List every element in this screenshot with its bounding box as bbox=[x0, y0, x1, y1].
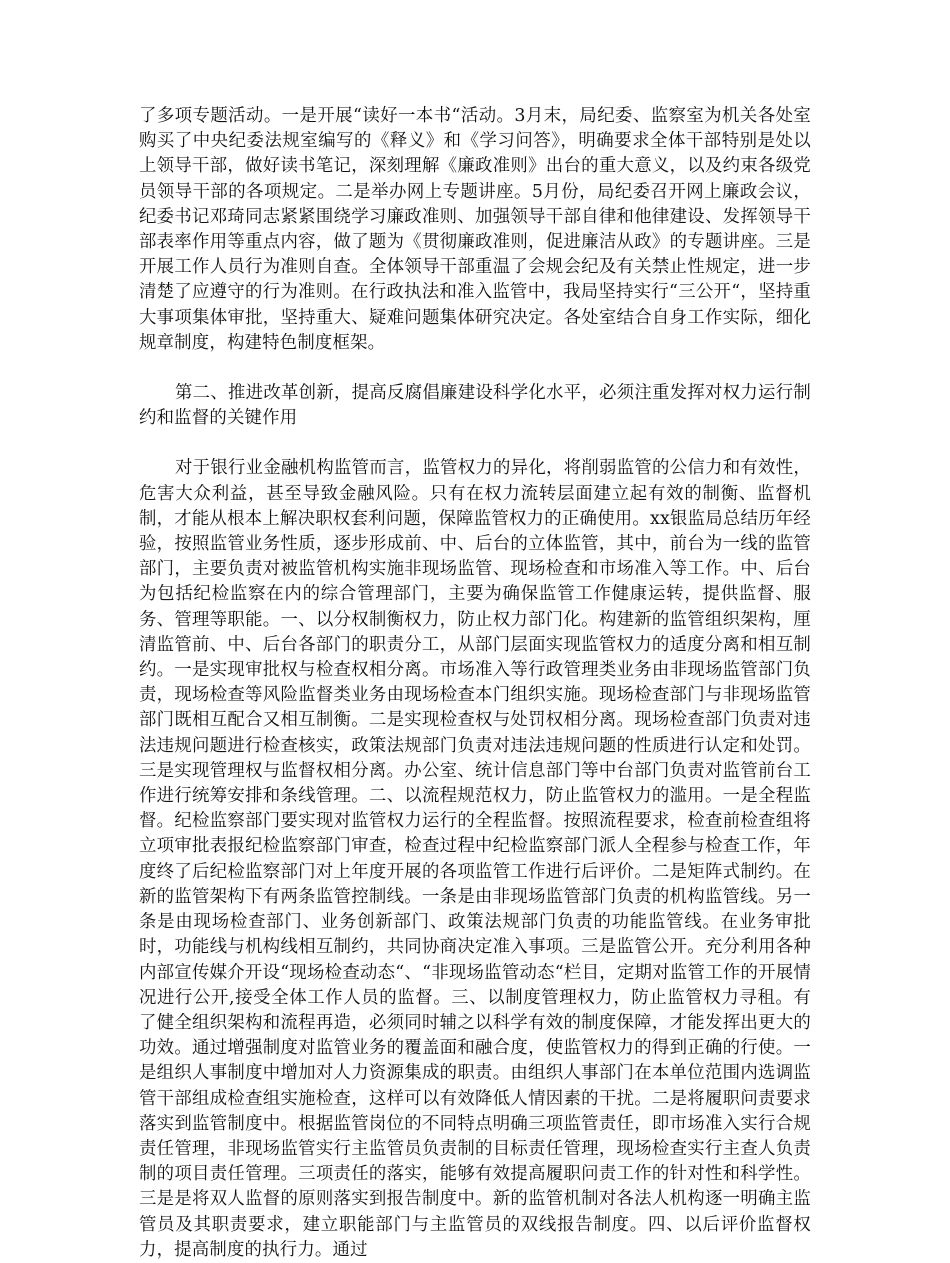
paragraph-1: 了多项专题活动。一是开展“读好一本书“活动。3月末，局纪委、监察室为机关各处室购买了中央纪委法规室编写的《释义》和《学习问答》，明确要求全体干部特别是处以上领导干部，做好读书笔记，深刻理解《廉政准则》出台的重大意义，以及约束各级党员领导干部的各项规定。二是举办网上专题讲座。5月份，局纪委召开网上廉政会议，纪委书记邓琦同志紧紧围绕学习廉政准则、加强领导干部自律和他律建设、发挥领导干部表率作用等重点内容，做了题为《贯彻廉政准则，促进廉洁从政》的专题讲座。三是开展工作人员行为准则自查。全体领导干部重温了会规会纪及有关禁止性规定，进一步清楚了应遵守的行为准则。在行政执法和准入监管中，我局坚持实行“三公开“，坚持重大事项集体审批，坚持重大、疑难问题集体研究决定。各处室结合自身工作实际，细化规章制度，构建特色制度框架。 bbox=[139, 106, 811, 353]
paragraph-gap bbox=[139, 431, 811, 456]
section-heading: 第二、推进改革创新，提高反腐倡廉建设科学化水平，必须注重发挥对权力运行制约和监督的关键作用 bbox=[139, 383, 811, 429]
paragraph-3: 对于银行业金融机构监管而言，监管权力的异化，将削弱监管的公信力和有效性，危害大众利益，甚至导致金融风险。只有在权力流转层面建立起有效的制衡、监督机制，才能从根本上解决职权套利问题，保障监管权力的正确使用。xx银监局总结历年经验，按照监管业务性质，逐步形成前、中、后台的立体监管，其中，前台为一线的监管部门，主要负责对被监管机构实施非现场监管、现场检查和市场准入等工作。中、后台为包括纪检监察在内的综合管理部门，主要为确保监管工作健康运转，提供监督、服务、管理等职能。一、以分权制衡权力，防止权力部门化。构建新的监管组织架构，厘清监管前、中、后台各部门的职责分工，从部门层面实现监管权力的适度分离和相互制约。一是实现审批权与检查权相分离。市场准入等行政管理类业务由非现场监管部门负责，现场检查等风险监督类业务由现场检查本门组织实施。现场检查部门与非现场监管部门既相互配合又相互制衡。二是实现检查权与处罚权相分离。现场检查部门负责对违法违规问题进行检查核实，政策法规部门负责对违法违规问题的性质进行认定和处罚。三是实现管理权与监督权相分离。办公室、统计信息部门等中台部门负责对监管前台工作进行统筹安排和条线管理。二、以流程规范权力，防止监管权力的滥用。一是全程监督。纪检监察部门要实现对监管权力运行的全程监督。按照流程要求，检查前检查组将立项审批表报纪检监察部门审查，检查过程中纪检监察部门派人全程参与检查工作，年度终了后纪检监察部门对上年度开展的各项监管工作进行后评价。二是矩阵式制约。在新的监管架构下有两条监管控制线。一条是由非现场监管部门负责的机构监管线。另一条是由现场检查部门、业务创新部门、政策法规部门负责的功能监管线。在业务审批时，功能线与机构线相互制约，共同协商决定准入事项。三是监管公开。充分利用各种内部宣传媒介开设“现场检查动态“、“非现场监管动态“栏目，定期对监管工作的开展情况进行公开,接受全体工作人员的监督。三、以制度管理权力，防止监管权力寻租。有了健全组织架构和流程再造，必须同时辅之以科学有效的制度保障，才能发挥出更大的功效。通过增强制度对监管业务的覆盖面和融合度，使监管权力的得到正确的行使。一是组织人事制度中增加对人力资源集成的职责。由组织人事部门在本单位范围内选调监管干部组成检查组实施检查，这样可以有效降低人情因素的干扰。二是将履职问责要求落实到监管制度中。根据监管岗位的不同特点明确三项监管责任，即市场准入实行合规责任管理，非现场监管实行主监管员负责制的目标责任管理，现场检查实行主查人负责制的项目责任管理。三项责任的落实，能够有效提高履职问责工作的针对性和科学性。三是是将双人监督的原则落实到报告制度中。新的监管机制对各法人机构逐一明确主监管员及其职责要求，建立职能部门与主监管员的双线报告制度。四、以后评价监督权力，提高制度的执行力。通过 bbox=[139, 458, 811, 1260]
document-body bbox=[139, 104, 811, 1263]
paragraph-gap bbox=[139, 356, 811, 381]
